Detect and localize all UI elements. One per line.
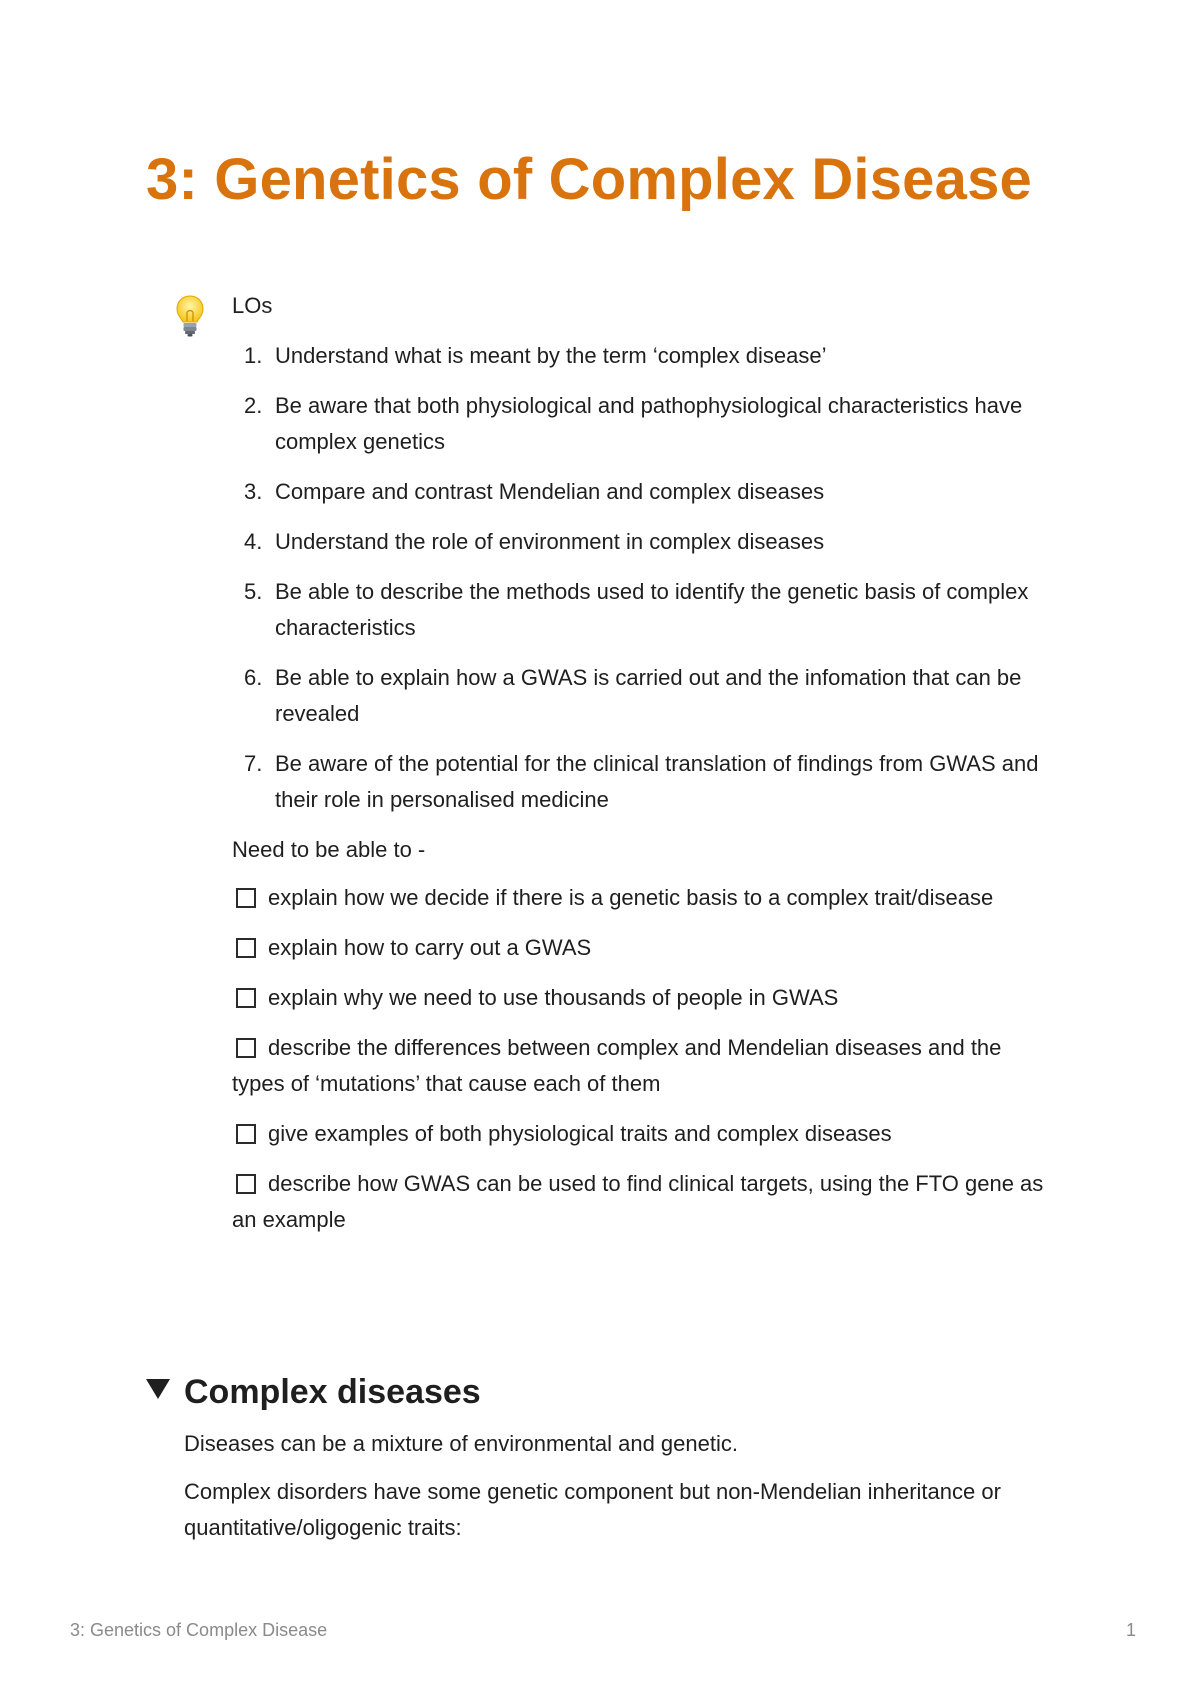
checkbox[interactable]	[236, 1038, 256, 1058]
checkbox[interactable]	[236, 988, 256, 1008]
section-body	[184, 1426, 1096, 1546]
paragraph: Diseases can be a mixture of environmental and genetic.	[184, 1431, 738, 1456]
need-to-be-able-to-text: Need to be able to -	[232, 837, 426, 862]
checkbox[interactable]	[236, 888, 256, 908]
todo-item: explain why we need to use thousands of people in GWAS	[232, 980, 1052, 1016]
todo-item: explain how to carry out a GWAS	[232, 930, 1052, 966]
page-number: 1	[1125, 1620, 1136, 1640]
list-item: 2. Be aware that both physiological and pathophysiological characteristics have complex genetics	[244, 393, 1023, 454]
toggle-triangle-icon[interactable]	[146, 1379, 170, 1399]
todo-item: give examples of both physiological traits and complex diseases	[232, 1116, 1052, 1152]
learning-objectives-list	[232, 338, 1052, 818]
todo-item: describe how GWAS can be used to find clinical targets, using the FTO gene as an example	[232, 1171, 1044, 1232]
list-item: 5. Be able to describe the methods used to identify the genetic basis of complex characteristics	[244, 579, 1029, 640]
callout-heading: LOs	[232, 293, 273, 318]
lightbulb-icon	[175, 294, 205, 338]
paragraph: Complex disorders have some genetic component but non-Mendelian inheritance or quantitative/oligogenic traits:	[184, 1479, 1001, 1540]
todo-item: explain how we decide if there is a genetic basis to a complex trait/disease	[232, 880, 1052, 916]
checkbox[interactable]	[236, 938, 256, 958]
todo-item: describe the differences between complex and Mendelian diseases and the types of ‘mutations’ that cause each of them	[232, 1035, 1002, 1096]
complex-diseases-section	[146, 1370, 1096, 1558]
list-item: 3. Compare and contrast Mendelian and complex diseases	[244, 479, 825, 504]
page-title: 3: Genetics of Complex Disease	[146, 147, 1032, 212]
footer-title: 3: Genetics of Complex Disease	[70, 1620, 328, 1640]
toggle-heading[interactable]: Complex diseases	[146, 1370, 1096, 1414]
checkbox[interactable]	[236, 1174, 256, 1194]
list-item: 6. Be able to explain how a GWAS is carried out and the infomation that can be revealed	[244, 665, 1022, 726]
list-item: 1. Understand what is meant by the term ‘complex disease’	[244, 343, 827, 368]
checkbox[interactable]	[236, 1124, 256, 1144]
list-item: 4. Understand the role of environment in complex diseases	[244, 529, 825, 554]
callout-body	[232, 288, 1052, 1252]
list-item: 7. Be aware of the potential for the clinical translation of findings from GWAS and their role in personalised medicine	[244, 751, 1039, 812]
